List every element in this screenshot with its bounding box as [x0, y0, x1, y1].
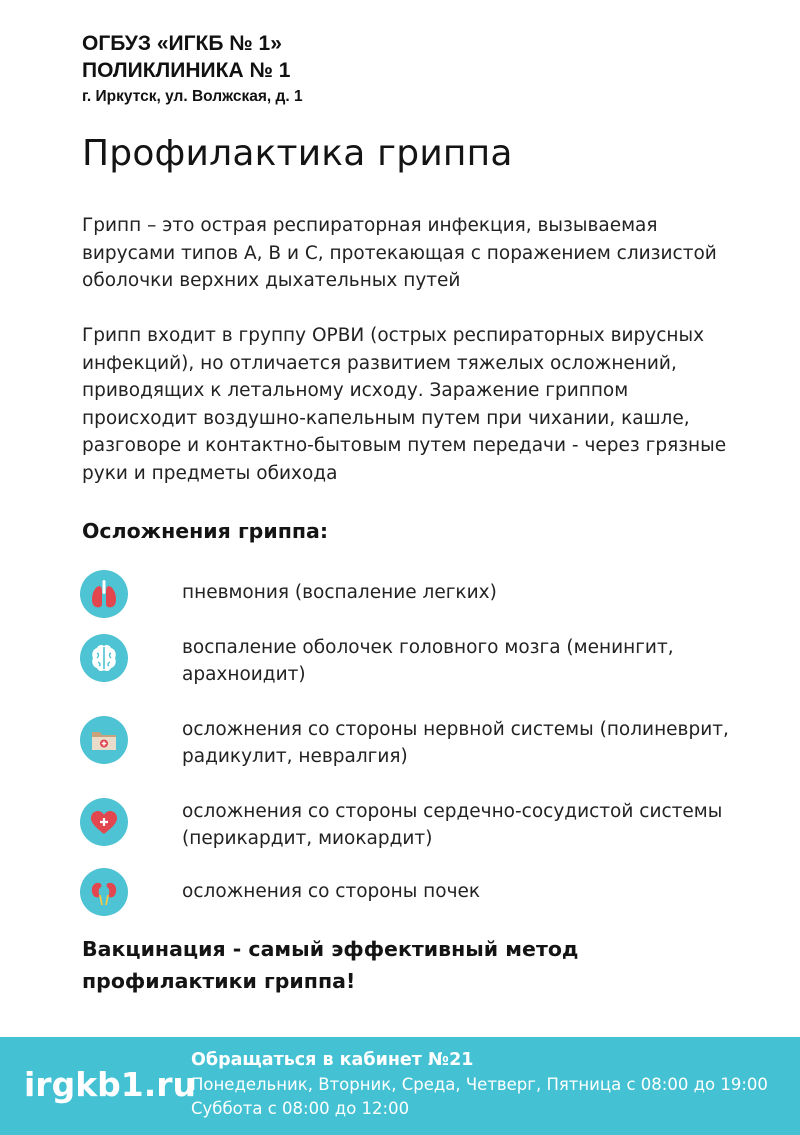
complication-text: осложнения со стороны нервной системы (полиневрит, радикулит, невралгия) [182, 719, 729, 767]
weekday-schedule: Понедельник, Вторник, Среда, Четверг, Пятница с 08:00 до 19:00 [191, 1075, 768, 1094]
website-link[interactable]: irgkb1.ru [24, 1065, 197, 1104]
saturday-schedule: Суббота с 08:00 до 12:00 [191, 1099, 410, 1118]
lungs-icon [80, 570, 128, 618]
complication-text: воспаление оболочек головного мозга (менингит, арахноидит) [182, 637, 674, 685]
complication-text: пневмония (воспаление легких) [182, 582, 497, 603]
intro-paragraph: Грипп – это острая респираторная инфекция, вызываемая вирусами типов А, В и С, протекающая с поражением слизистой оболочки верхних дыхательных путей [82, 215, 717, 291]
complication-text: осложнения со стороны сердечно-сосудистой системы (перикардит, миокардит) [182, 801, 723, 849]
page-title: Профилактика гриппа [82, 133, 513, 174]
header [82, 30, 303, 108]
cabinet-label: Обращаться в кабинет №21 [191, 1050, 474, 1070]
vaccination-callout: Вакцинация - самый эффективный метод профилактики гриппа! [82, 937, 579, 993]
footer [0, 1037, 800, 1135]
contact-info [191, 1048, 768, 1121]
complications-heading: Осложнения гриппа: [82, 519, 329, 543]
brain-icon [80, 634, 128, 682]
address: г. Иркутск, ул. Волжская, д. 1 [82, 88, 303, 105]
org-name: ОГБУЗ «ИГКБ № 1» [82, 32, 282, 55]
heart-icon [80, 798, 128, 846]
kidneys-icon [80, 868, 128, 916]
clinic-name: ПОЛИКЛИНИКА № 1 [82, 59, 291, 82]
complication-text: осложнения со стороны почек [182, 881, 481, 902]
medical-folder-icon [80, 716, 128, 764]
transmission-paragraph: Грипп входит в группу ОРВИ (острых респираторных вирусных инфекций), но отличается развитием тяжелых осложнений, приводящих к летальному исходу. Заражение гриппом происходит воздушно-капельным путем при чихании, кашле, разговоре и контактно-бытовым путем передачи - через грязные руки и предметы обихода [82, 325, 727, 484]
